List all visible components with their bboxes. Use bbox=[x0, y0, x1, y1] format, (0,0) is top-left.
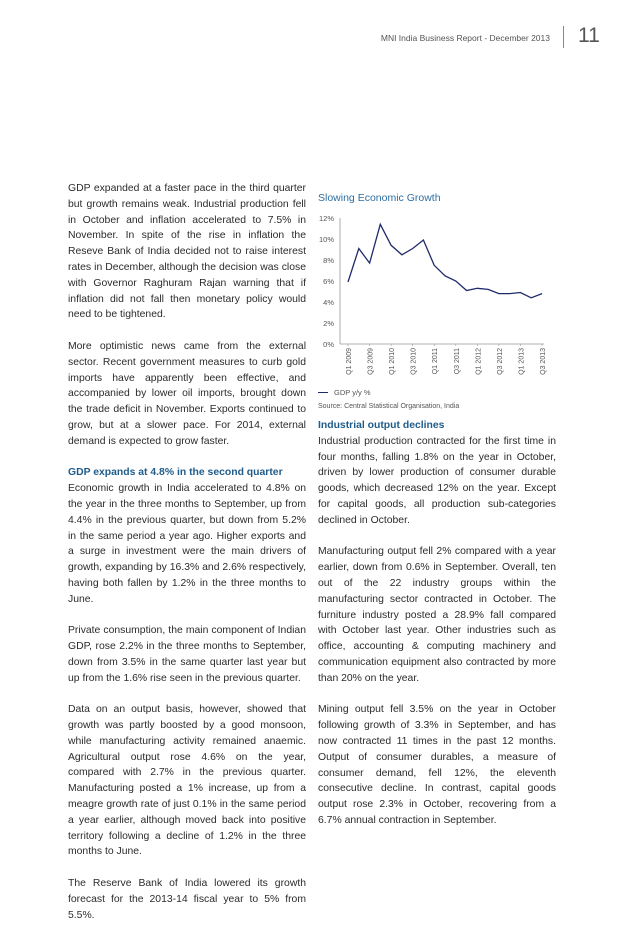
x-tick-label: Q1 2011 bbox=[432, 348, 439, 374]
x-tick-label: Q3 2010 bbox=[411, 348, 418, 375]
y-tick-label: 0% bbox=[323, 340, 334, 349]
intro-paragraph: GDP expanded at a faster pace in the third quarter but growth remains weak. Industrial production fell in October and inflation accelerated to 7.5% in November. In spite of the rise in inflation the Reseve Bank of India decided not to raise interest rates in December, although the decision was close with Governor Raghuram Rajan warning that if inflation did not fall then monetary policy would need to be tightened. bbox=[68, 181, 306, 323]
x-tick-label: Q3 2011 bbox=[454, 348, 461, 374]
chart-source: Source: Central Statistical Organisation, India bbox=[318, 403, 459, 410]
x-tick-label: Q3 2009 bbox=[368, 348, 375, 375]
mining-paragraph: Mining output fell 3.5% on the year in October following growth of 3.3% in September, and has now contracted 11 times in the past 12 months. Output of consumer durables, a measure of consumer demand, fell 12%, the eleventh consecutive decline. In contrast, capital goods output rose 2.3% in October, recovering from a 6.7% annual contraction in September. bbox=[318, 702, 556, 828]
y-tick-label: 6% bbox=[323, 277, 334, 286]
gdp-series-line bbox=[348, 224, 542, 297]
y-tick-label: 2% bbox=[323, 319, 334, 328]
header-divider bbox=[563, 26, 564, 48]
page-number: 11 bbox=[578, 24, 600, 48]
gdp-line-chart bbox=[310, 206, 550, 386]
x-tick-label: Q1 2012 bbox=[475, 348, 482, 375]
right-column bbox=[318, 418, 556, 845]
y-tick-label: 4% bbox=[323, 298, 334, 307]
y-tick-label: 10% bbox=[319, 235, 334, 244]
industrial-paragraph: Industrial production contracted for the first time in four months, falling 1.8% on the year in October, driven by lower production of consumer durable goods, which decreased 12% on the year. Except for capital goods, all production sub-categories declined in October. bbox=[318, 434, 556, 529]
gdp-section-heading: GDP expands at 4.8% in the second quarter bbox=[68, 465, 306, 481]
manufacturing-paragraph: Manufacturing output fell 2% compared with a year earlier, down from 0.6% in September. Overall, ten out of the 22 industry groups within the manufacturing sector contracted in October. The furniture industry posted a 28.9% fall compared with October last year. Other industries such as office, accounting & computing machinery and communication equipment also contracted by more than 20% on the year. bbox=[318, 544, 556, 686]
y-tick-label: 8% bbox=[323, 256, 334, 265]
report-title: MNI India Business Report - December 2013 bbox=[360, 33, 550, 43]
output-paragraph: Data on an output basis, however, showed that growth was partly boosted by a good monsoon, while manufacturing activity remained anaemic. Agricultural output rose 4.6% on the year, compared with 2.7% in the previous quarter. Manufacturing posted a 1% increase, up from a meagre growth rate of just 0.1% in the same period a year earlier, although moved back into positive territory following a decline of 1.2% in the three months to June. bbox=[68, 702, 306, 860]
legend-swatch bbox=[318, 392, 328, 394]
industrial-section-heading: Industrial output declines bbox=[318, 418, 556, 434]
chart-title: Slowing Economic Growth bbox=[318, 192, 441, 204]
y-tick-label: 12% bbox=[319, 214, 334, 223]
x-tick-label: Q3 2013 bbox=[540, 348, 547, 375]
x-tick-label: Q1 2009 bbox=[346, 348, 353, 375]
x-tick-label: Q1 2010 bbox=[389, 348, 396, 375]
x-tick-label: Q1 2013 bbox=[518, 348, 525, 375]
left-column bbox=[68, 181, 306, 939]
external-sector-paragraph: More optimistic news came from the external sector. Recent government measures to curb gold imports have apparently been effective, and accompanied by lower oil imports, brought down the trade deficit in November. Exports continued to grow, but at a slower pace. For 2014, external demand is expected to grow faster. bbox=[68, 339, 306, 450]
chart-legend bbox=[318, 388, 371, 397]
forecast-paragraph: The Reserve Bank of India lowered its growth forecast for the 2013-14 fiscal year to 5% from 5.5%. bbox=[68, 876, 306, 923]
consumption-paragraph: Private consumption, the main component of Indian GDP, rose 2.2% in the three months to September, down from 3.5% in the same quarter last year but up from the 1.6% rise seen in the previous quarter. bbox=[68, 623, 306, 686]
gdp-growth-paragraph: Economic growth in India accelerated to 4.8% on the year in the three months to September, up from 4.4% in the previous quarter, but down from 5.2% in the same period a year ago. Higher exports and a surge in investment were the main drivers of growth, expanding by 16.3% and 2.6% respectively, having both fallen by 1.2% in the three months to June. bbox=[68, 481, 306, 607]
x-tick-label: Q3 2012 bbox=[497, 348, 504, 375]
legend-label: GDP y/y % bbox=[334, 388, 371, 397]
